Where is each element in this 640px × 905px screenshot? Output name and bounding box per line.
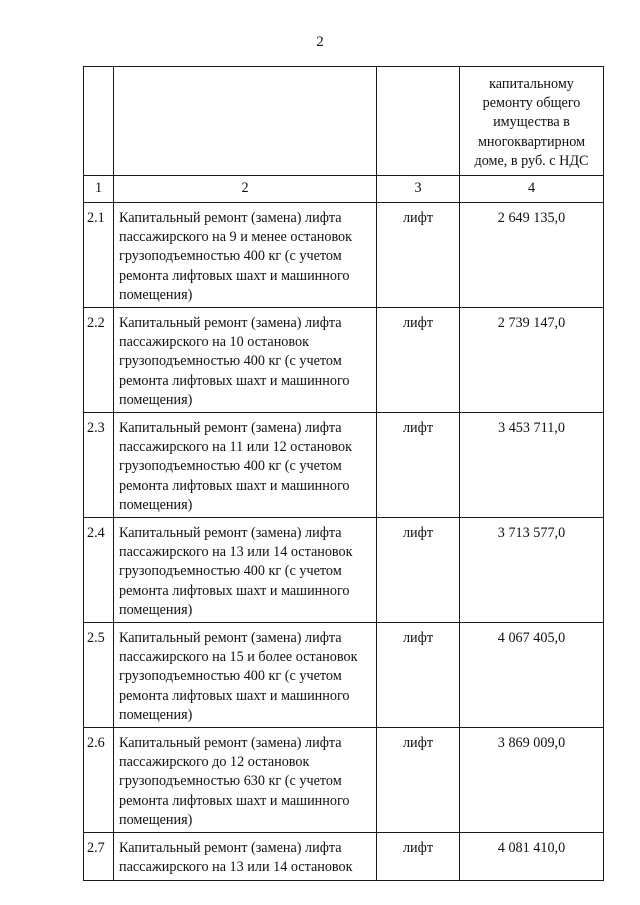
column-number-4: 4 bbox=[460, 176, 604, 203]
row-number: 2.5 bbox=[84, 623, 114, 728]
row-unit: лифт bbox=[377, 623, 460, 728]
cost-table bbox=[83, 66, 604, 881]
row-description: Капитальный ремонт (замена) лифта пассажирского на 10 остановок грузоподъемностью 400 кг (с учетом ремонта лифтовых шахт и машинного помещения) bbox=[114, 308, 377, 413]
table-header-row bbox=[84, 67, 604, 176]
row-cost: 4 067 405,0 bbox=[460, 623, 604, 728]
row-number: 2.3 bbox=[84, 413, 114, 518]
row-description: Капитальный ремонт (замена) лифта пассажирского на 15 и более остановок грузоподъемностью 400 кг (с учетом ремонта лифтовых шахт и машинного помещения) bbox=[114, 623, 377, 728]
page-number: 2 bbox=[316, 34, 324, 50]
row-cost: 3 453 711,0 bbox=[460, 413, 604, 518]
row-description: Капитальный ремонт (замена) лифта пассажирского до 12 остановок грузоподъемностью 630 кг (с учетом ремонта лифтовых шахт и машинного помещения) bbox=[114, 728, 377, 833]
table-row bbox=[84, 203, 604, 308]
row-description: Капитальный ремонт (замена) лифта пассажирского на 9 и менее остановок грузоподъемностью 400 кг (с учетом ремонта лифтовых шахт и машинного помещения) bbox=[114, 203, 377, 308]
table-row bbox=[84, 623, 604, 728]
table-row bbox=[84, 833, 604, 880]
column-number-3: 3 bbox=[377, 176, 460, 203]
header-cell-3 bbox=[377, 67, 460, 176]
column-number-2: 2 bbox=[114, 176, 377, 203]
row-cost: 4 081 410,0 bbox=[460, 833, 604, 880]
row-unit: лифт bbox=[377, 413, 460, 518]
row-number: 2.7 bbox=[84, 833, 114, 880]
row-description: Капитальный ремонт (замена) лифта пассажирского на 13 или 14 остановок bbox=[114, 833, 377, 880]
row-description: Капитальный ремонт (замена) лифта пассажирского на 11 или 12 остановок грузоподъемностью 400 кг (с учетом ремонта лифтовых шахт и машинного помещения) bbox=[114, 413, 377, 518]
row-unit: лифт bbox=[377, 833, 460, 880]
header-cell-4: капитальному ремонту общего имущества в многоквартирном доме, в руб. с НДС bbox=[460, 67, 604, 176]
column-number-row bbox=[84, 176, 604, 203]
table-row bbox=[84, 413, 604, 518]
table-row bbox=[84, 308, 604, 413]
row-cost: 3 869 009,0 bbox=[460, 728, 604, 833]
row-number: 2.1 bbox=[84, 203, 114, 308]
column-number-1: 1 bbox=[84, 176, 114, 203]
table-row bbox=[84, 728, 604, 833]
row-unit: лифт bbox=[377, 728, 460, 833]
row-cost: 2 649 135,0 bbox=[460, 203, 604, 308]
table-row bbox=[84, 518, 604, 623]
row-number: 2.6 bbox=[84, 728, 114, 833]
row-number: 2.2 bbox=[84, 308, 114, 413]
header-cell-2 bbox=[114, 67, 377, 176]
row-cost: 3 713 577,0 bbox=[460, 518, 604, 623]
row-unit: лифт bbox=[377, 203, 460, 308]
row-description: Капитальный ремонт (замена) лифта пассажирского на 13 или 14 остановок грузоподъемностью 400 кг (с учетом ремонта лифтовых шахт и машинного помещения) bbox=[114, 518, 377, 623]
row-unit: лифт bbox=[377, 518, 460, 623]
row-cost: 2 739 147,0 bbox=[460, 308, 604, 413]
row-unit: лифт bbox=[377, 308, 460, 413]
header-cell-1 bbox=[84, 67, 114, 176]
row-number: 2.4 bbox=[84, 518, 114, 623]
